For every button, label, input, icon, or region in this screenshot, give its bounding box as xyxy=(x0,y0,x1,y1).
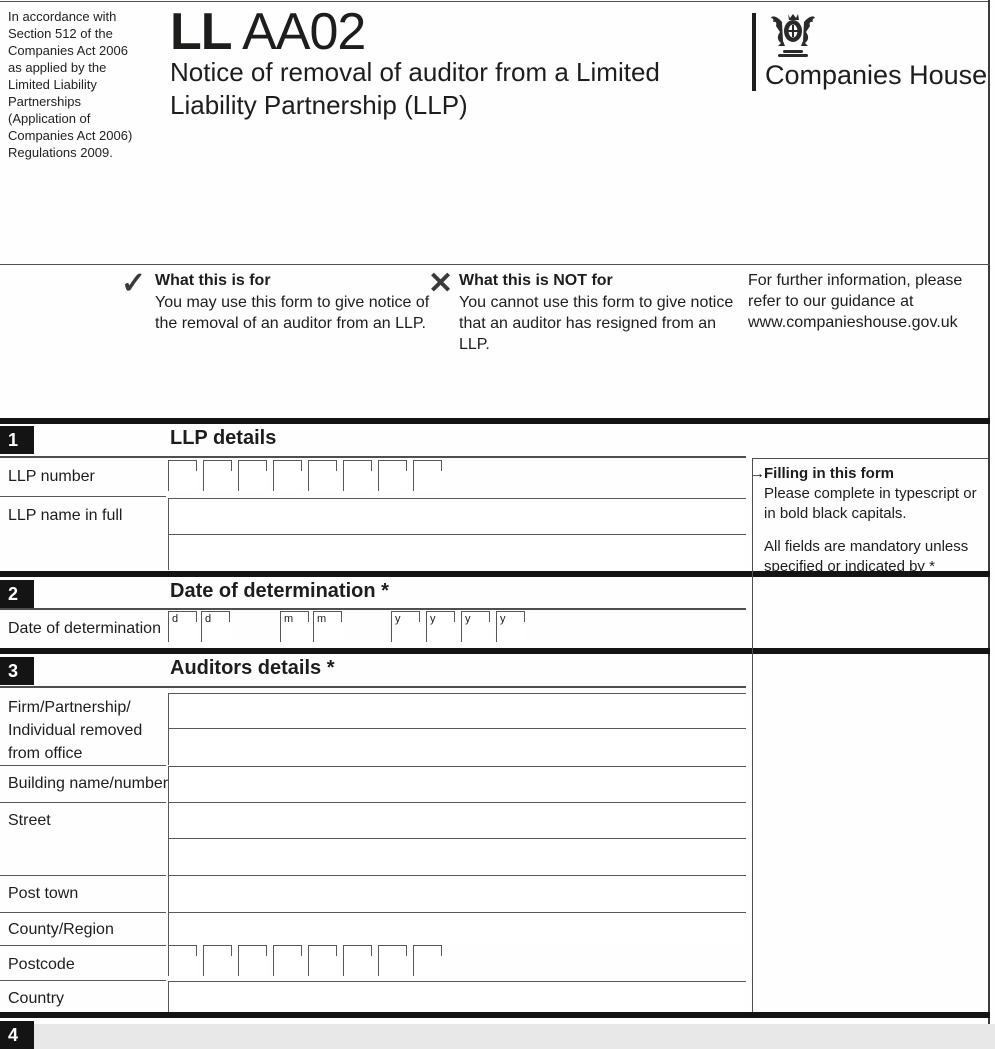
section1-number: 1 xyxy=(0,426,34,454)
section-auditors-details xyxy=(0,654,990,1012)
filling-note-heading xyxy=(750,464,980,484)
llp-number-box[interactable] xyxy=(413,460,442,491)
year-letter: y xyxy=(395,613,401,625)
section2-number: 2 xyxy=(0,580,34,608)
llp-name-label: LLP name in full xyxy=(8,507,123,524)
form-code-prefix: LL xyxy=(170,3,232,61)
label-underline xyxy=(0,496,166,497)
filling-note-line1: Please complete in typescript or in bold black capitals. xyxy=(764,485,977,522)
postcode-box[interactable] xyxy=(168,945,197,976)
label-underline xyxy=(0,875,166,876)
legal-reference: In accordance with Section 512 of the Companies Act 2006 as applied by the Limited Liability Partnerships (Application of Companies Act 2006) Regulations 2009. xyxy=(8,9,133,160)
guidance-note: For further information, please refer to our guidance at www.companieshouse.gov.uk xyxy=(748,272,963,331)
arrow-icon: → xyxy=(750,465,765,482)
section4-number: 4 xyxy=(0,1021,34,1049)
firm-label-line1: Firm/Partnership/ xyxy=(8,699,131,716)
section-date-of-determination xyxy=(0,577,990,648)
section1-heading: LLP details xyxy=(170,427,277,449)
year-box[interactable] xyxy=(496,611,525,642)
section3-heading: Auditors details * xyxy=(170,657,335,679)
county-label: County/Region xyxy=(8,921,114,938)
month-box[interactable] xyxy=(280,611,309,642)
month-letter: m xyxy=(284,613,294,625)
day-box[interactable] xyxy=(168,611,197,642)
logo-bar xyxy=(752,13,756,91)
form-code xyxy=(170,2,365,62)
postcode-box[interactable] xyxy=(273,945,302,976)
firm-label-line2: Individual removed xyxy=(8,722,143,739)
filling-note xyxy=(750,464,980,577)
postcode-label: Postcode xyxy=(8,956,75,973)
section3-heading-rule xyxy=(0,686,746,688)
country-label: Country xyxy=(8,990,65,1007)
street-label: Street xyxy=(8,812,51,829)
what-not-for-heading: What this is NOT for xyxy=(459,272,613,289)
post-town-input[interactable] xyxy=(168,875,746,912)
post-town-label: Post town xyxy=(8,885,79,902)
building-input[interactable] xyxy=(168,766,746,802)
label-underline xyxy=(0,912,166,913)
year-letter: y xyxy=(430,613,436,625)
what-for-body: You may use this form to give notice of the removal of an auditor from an LLP. xyxy=(155,294,430,332)
street-input-line2[interactable] xyxy=(168,838,746,875)
llp-number-box[interactable] xyxy=(343,460,372,491)
info-divider xyxy=(0,264,990,265)
top-border xyxy=(0,1,990,2)
companies-house-logo xyxy=(752,10,990,94)
llp-number-box[interactable] xyxy=(273,460,302,491)
postcode-box[interactable] xyxy=(378,945,407,976)
section2-heading-rule xyxy=(0,608,746,610)
what-for-heading: What this is for xyxy=(155,272,271,289)
llp-number-box[interactable] xyxy=(203,460,232,491)
year-letter: y xyxy=(500,613,506,625)
label-underline xyxy=(0,980,166,981)
section3-number: 3 xyxy=(0,657,34,685)
month-box[interactable] xyxy=(313,611,342,642)
label-underline xyxy=(0,802,166,803)
postcode-box[interactable] xyxy=(203,945,232,976)
firm-label-line3: from office xyxy=(8,745,83,762)
county-input[interactable] xyxy=(168,912,746,945)
postcode-box[interactable] xyxy=(238,945,267,976)
llp-number-box[interactable] xyxy=(238,460,267,491)
llp-number-box[interactable] xyxy=(168,460,197,491)
firm-label xyxy=(8,696,168,765)
what-this-is-not-for xyxy=(459,270,747,355)
day-box[interactable] xyxy=(201,611,230,642)
year-letter: y xyxy=(465,613,471,625)
what-not-for-body: You cannot use this form to give notice that an auditor has resigned from an LLP. xyxy=(459,294,734,353)
firm-input-line1[interactable] xyxy=(168,693,746,728)
logo-text: Companies House xyxy=(765,60,988,90)
filling-note-heading-text: Filling in this form xyxy=(764,465,894,482)
month-letter: m xyxy=(317,613,327,625)
postcode-box[interactable] xyxy=(308,945,337,976)
llp-number-label: LLP number xyxy=(8,468,95,485)
year-box[interactable] xyxy=(461,611,490,642)
cross-icon: ✕ xyxy=(428,267,454,300)
royal-crest-icon xyxy=(766,10,820,60)
section-llp-details xyxy=(0,424,990,575)
section1-heading-rule xyxy=(0,456,746,458)
country-input[interactable] xyxy=(168,981,746,1012)
llp-number-box[interactable] xyxy=(308,460,337,491)
label-underline xyxy=(0,945,166,946)
street-input-line1[interactable] xyxy=(168,802,746,838)
llp-number-box[interactable] xyxy=(378,460,407,491)
llp-name-input-line1[interactable] xyxy=(168,498,746,534)
check-icon: ✓ xyxy=(121,267,147,300)
filling-note-line2: All fields are mandatory unless specified or indicated by * xyxy=(764,538,969,575)
firm-input-line2[interactable] xyxy=(168,728,746,765)
section2-heading: Date of determination * xyxy=(170,580,389,602)
llp-name-input-line2[interactable] xyxy=(168,534,746,570)
postcode-box[interactable] xyxy=(343,945,372,976)
day-letter: d xyxy=(205,613,212,625)
form-title: Notice of removal of auditor from a Limited Liability Partnership (LLP) xyxy=(170,57,660,120)
year-box[interactable] xyxy=(391,611,420,642)
date-label: Date of determination xyxy=(8,620,161,637)
label-underline xyxy=(0,765,166,766)
building-label: Building name/number xyxy=(8,775,169,792)
year-box[interactable] xyxy=(426,611,455,642)
postcode-box[interactable] xyxy=(413,945,442,976)
form-code-suffix: AA02 xyxy=(231,3,366,61)
section4-divider xyxy=(0,1012,990,1018)
day-letter: d xyxy=(172,613,179,625)
what-this-is-for xyxy=(155,270,447,334)
